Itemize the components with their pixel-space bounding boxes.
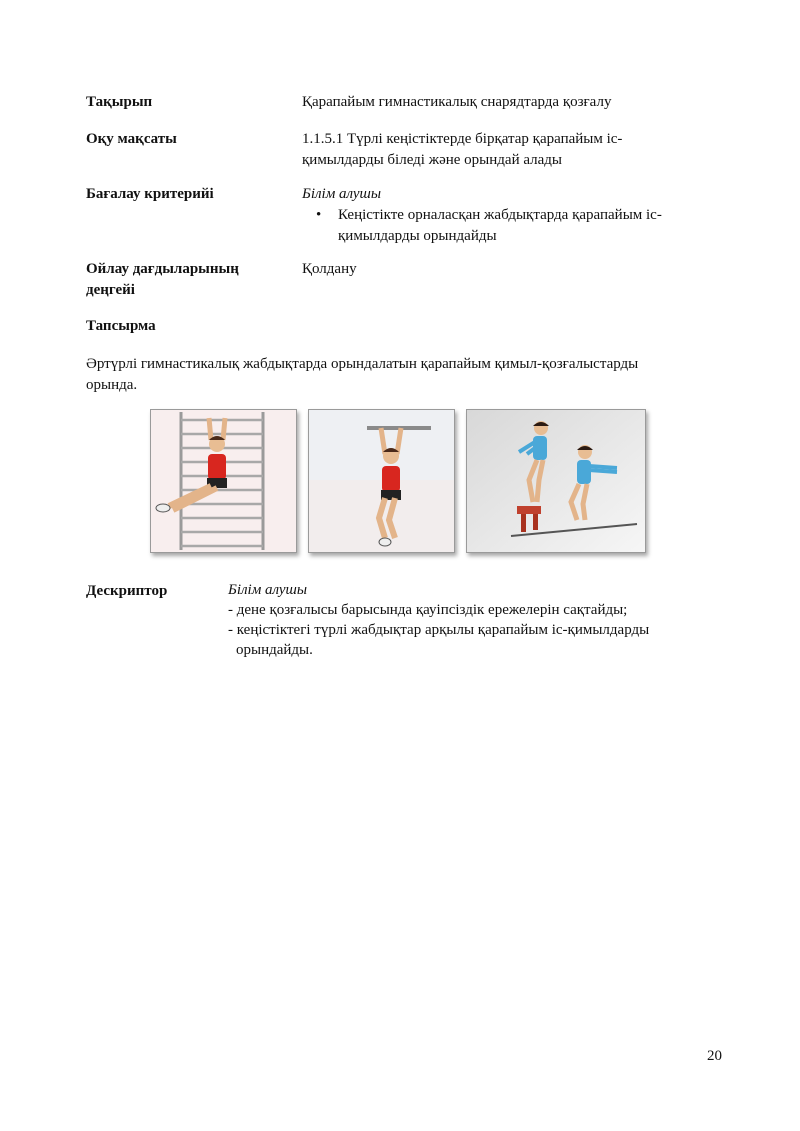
- criteria-bullet-line: Кеңістікте орналасқан жабдықтарда қарапайым іс-: [338, 207, 662, 223]
- goal-line: қимылдарды біледі және орындай алады: [302, 152, 562, 168]
- bullet-icon: •: [316, 207, 322, 223]
- task-line: Әртүрлі гимнастикалық жабдықтарда орындалатын қарапайым қимыл-қозғалыстарды: [86, 356, 639, 372]
- task-heading: Тапсырма: [86, 318, 156, 334]
- descriptor-body: [228, 580, 708, 660]
- descriptor-label: Дескриптор: [86, 583, 168, 599]
- bench-jump-illustration: [467, 410, 645, 552]
- goal-line: 1.1.5.1 Түрлі кеңістіктерде бірқатар қарапайым іс-: [302, 131, 623, 147]
- criteria-label: Бағалау критерийі: [86, 186, 214, 202]
- descriptor-line: - дене қозғалысы барысында қауіпсіздік ережелерін сақтайды;: [228, 602, 628, 618]
- descriptor-line: орындайды.: [236, 642, 313, 658]
- exercise-images: [150, 409, 645, 553]
- topic-value: Қарапайым гимнастикалық снарядтарда қозғалу: [302, 94, 612, 110]
- bench-jump-figure: [466, 409, 646, 553]
- wall-bars-hang-figure: [150, 409, 297, 553]
- criteria-bullet-line: қимылдарды орындайды: [338, 228, 497, 244]
- criteria-bullet: [302, 205, 722, 247]
- bar-hang-illustration: [309, 410, 454, 552]
- criteria-intro: Білім алушы: [302, 186, 382, 202]
- thinking-label-line: Ойлау дағдыларының: [86, 261, 239, 277]
- task-text: [86, 354, 706, 396]
- topic-label: Тақырып: [86, 94, 153, 110]
- bar-hang-figure: [308, 409, 455, 553]
- criteria-value: [302, 184, 722, 247]
- goal-value: [302, 129, 722, 171]
- task-line: орында.: [86, 377, 138, 393]
- goal-label: Оқу мақсаты: [86, 131, 177, 147]
- thinking-label: [86, 259, 286, 301]
- thinking-value: Қолдану: [302, 261, 357, 277]
- wall-bars-illustration: [151, 410, 296, 552]
- descriptor-intro: Білім алушы: [228, 582, 308, 598]
- descriptor-line: - кеңістіктегі түрлі жабдықтар арқылы қарапайым іс-қимылдарды: [228, 622, 650, 638]
- thinking-label-line: деңгейі: [86, 282, 135, 298]
- page-number: 20: [707, 1048, 722, 1064]
